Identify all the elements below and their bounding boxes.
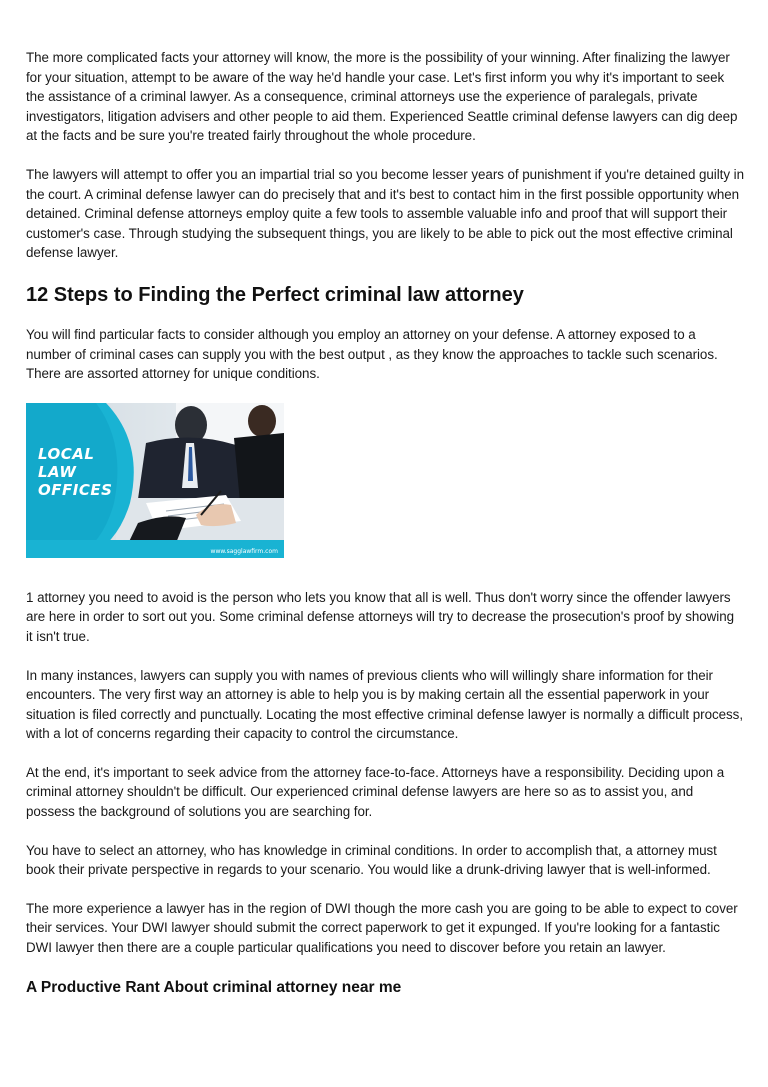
law-offices-photo: [26, 403, 284, 558]
body-paragraph: You will find particular facts to consider although you employ an attorney on your defense. A attorney exposed to a number of criminal cases can supply you with the best output , as they know the approaches to tackle such scenarios. There are assorted attorney for unique conditions.: [26, 326, 718, 382]
banner-text-line: OFFICES: [38, 480, 113, 499]
body-paragraph: In many instances, lawyers can supply you with names of previous clients who will willingly share information for their encounters. The very first way an attorney is able to help you is by making certain all the essential paperwork in your situation is filed correctly and punctually. Locating the most effective criminal defense lawyer is normally a difficult process, with a lot of concerns regarding their capacity to control the circumstance.: [26, 667, 743, 742]
body-paragraph: You have to select an attorney, who has knowledge in criminal conditions. In order to accomplish that, a attorney must book their private perspective in regards to your scenario. You would like a drunk-driving lawyer that is well-informed.: [26, 842, 717, 878]
body-paragraph: The lawyers will attempt to offer you an impartial trial so you become lesser years of punishment if you're detained guilty in the court. A criminal defense lawyer can do precisely that and it's best to contact him in the first possible opportunity when detained. Criminal defense attorneys employ quite a few tools to assemble valuable info and proof that will support their customer's case. Through studying the subsequent things, you are likely to be able to pick out the most effective criminal defense lawyer.: [26, 166, 744, 261]
body-paragraph: The more experience a lawyer has in the region of DWI though the more cash you are going to be able to expect to cover their services. Your DWI lawyer should submit the correct paperwork to get it expunged. If you're looking for a fantastic DWI lawyer then there are a couple particular qualifications you need to discover before you retain an lawyer.: [26, 900, 738, 956]
subsection-heading: A Productive Rant About criminal attorney near me: [26, 978, 402, 996]
banner-text-line: LOCAL: [38, 444, 95, 463]
document-page: [26, 48, 744, 999]
body-paragraph: 1 attorney you need to avoid is the person who lets you know that all is well. Thus don't worry since the offender lawyers are here in order to sort out you. Some criminal defense attorneys will try to decrease the prosecution's proof by showing it isn't true.: [26, 589, 735, 644]
section-heading: 12 Steps to Finding the Perfect criminal law attorney: [26, 283, 524, 306]
body-paragraph: At the end, it's important to seek advice from the attorney face-to-face. Attorneys have a responsibility. Deciding upon a criminal attorney shouldn't be difficult. Our experienced criminal defense lawyers are here so as to assist you, and possess the background of solutions you are searching for.: [26, 764, 725, 820]
body-paragraph: The more complicated facts your attorney will know, the more is the possibility of your winning. After finalizing the lawyer for your situation, attempt to be aware of the way he'd handle your case. Let's first inform you why it's important to seek the assistance of a criminal lawyer. As a consequence, criminal attorneys use the experience of paralegals, private investigators, litigation advisers and other people to aid them. Experienced Seattle criminal defense lawyers can dig deep at the facts and be sure you're treated fairly throughout the whole procedure.: [26, 50, 738, 144]
banner-text-line: LAW: [38, 462, 77, 481]
image-site-url: www.sagglawfirm.com: [210, 547, 278, 555]
